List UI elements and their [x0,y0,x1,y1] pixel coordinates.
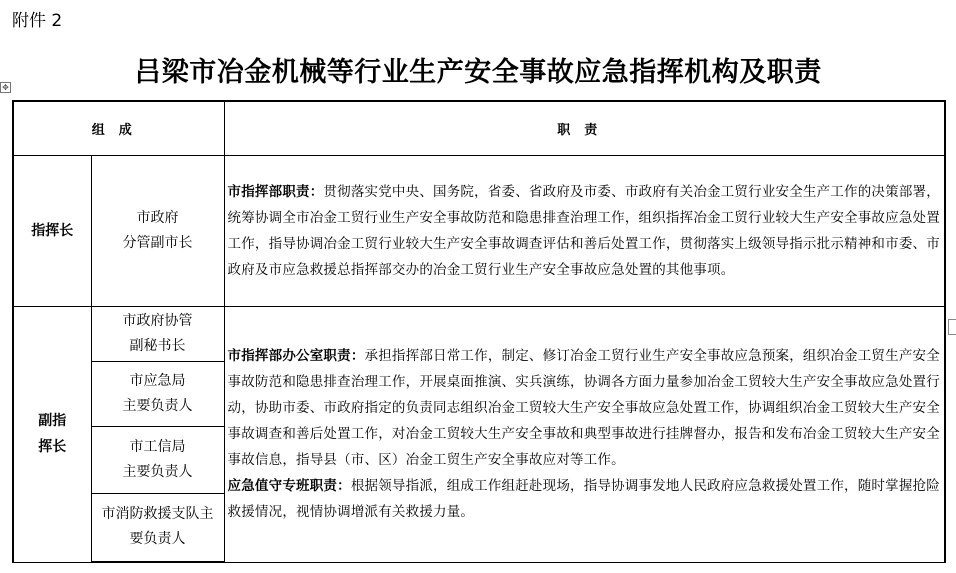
document-title: 吕梁市冶金机械等行业生产安全事故应急指挥机构及职责 [134,57,822,88]
deputy-role-line1: 副指 [38,413,67,429]
deputy-member-1-line2: 副秘书长 [129,337,186,354]
commander-duties [224,155,945,306]
on-duty-lead: 应急值守专班职责： [227,478,351,494]
commander-row [13,155,945,306]
commander-role: 指挥长 [13,155,91,306]
deputy-member-2 [91,361,224,426]
office-duty-lead: 市指挥部办公室职责： [227,348,365,364]
commander-member-line2: 分管副市长 [122,234,193,251]
table-header-row [13,101,945,155]
deputy-row-1 [13,306,945,361]
deputy-member-2-line2: 主要负责人 [122,397,193,414]
on-duty-paragraph [228,473,942,525]
deputy-duties [224,306,945,562]
deputy-member-3-line2: 主要负责人 [122,463,193,480]
table-resize-handle-icon[interactable] [948,319,956,335]
table-move-handle-icon[interactable]: ✥ [0,82,11,93]
commander-member [91,155,224,306]
header-composition: 组成 [13,101,224,155]
deputy-member-4-line2: 要负责人 [129,531,186,548]
deputy-member-2-line1: 市应急局 [129,372,186,389]
deputy-member-1-line1: 市政府协管 [122,312,193,329]
commander-duty-lead: 市指挥部职责： [227,183,324,200]
deputy-role-line2: 挥长 [38,439,67,455]
header-duties: 职责 [224,101,945,155]
commander-duty-text: 贯彻落实党中央、国务院，省委、省政府及市委、市政府有关冶金工贸行业安全生产工作的决策部署，统筹协调全市冶金工贸行业生产安全事故防范和隐患排查治理工作，组织指挥冶金工贸行业较大生产安全事故应急处置工作，指导协调冶金工贸行业较大生产安全事故调查评估和善后处置工作，贯彻落实上级领导指示批示精神和市委、市政府及市应急救援总指挥部交办的冶金工贸行业生产安全事故应急处置的其他事项。 [227,183,940,278]
commander-duty-paragraph [228,179,942,283]
command-structure-table [12,100,946,563]
deputy-member-1 [91,306,224,361]
on-duty-text: 根据领导指派，组成工作组赶赴现场，指导协调事发地人民政府应急救援处置工作，随时掌握抢险救援情况，视情协调增派有关救援力量。 [227,478,940,520]
deputy-role [13,306,91,562]
attachment-label: 附件 2 [12,11,63,31]
deputy-member-3-line1: 市工信局 [129,438,186,455]
deputy-member-4 [91,493,224,562]
deputy-member-3 [91,426,224,493]
office-duty-paragraph [228,343,942,473]
deputy-member-4-line1: 市消防救援支队主 [101,506,214,523]
commander-member-line1: 市政府 [136,209,179,226]
office-duty-text: 承担指挥部日常工作，制定、修订冶金工贸行业生产安全事故应急预案，组织冶金工贸生产安全事故防范和隐患排查治理工作，开展桌面推演、实兵演练，协调各方面力量参加冶金工贸较大生产安全事故应急处置行动，协助市委、市政府指定的负责同志组织冶金工贸较大生产安全事故应急处置工作，协调组织冶金工贸较大生产安全事故调查和善后处置工作，对冶金工贸较大生产安全事故和典型事故进行挂牌督办，报告和发布冶金工贸较大生产安全事故信息，指导县（市、区）冶金工贸生产安全事故应对等工作。 [227,348,940,468]
